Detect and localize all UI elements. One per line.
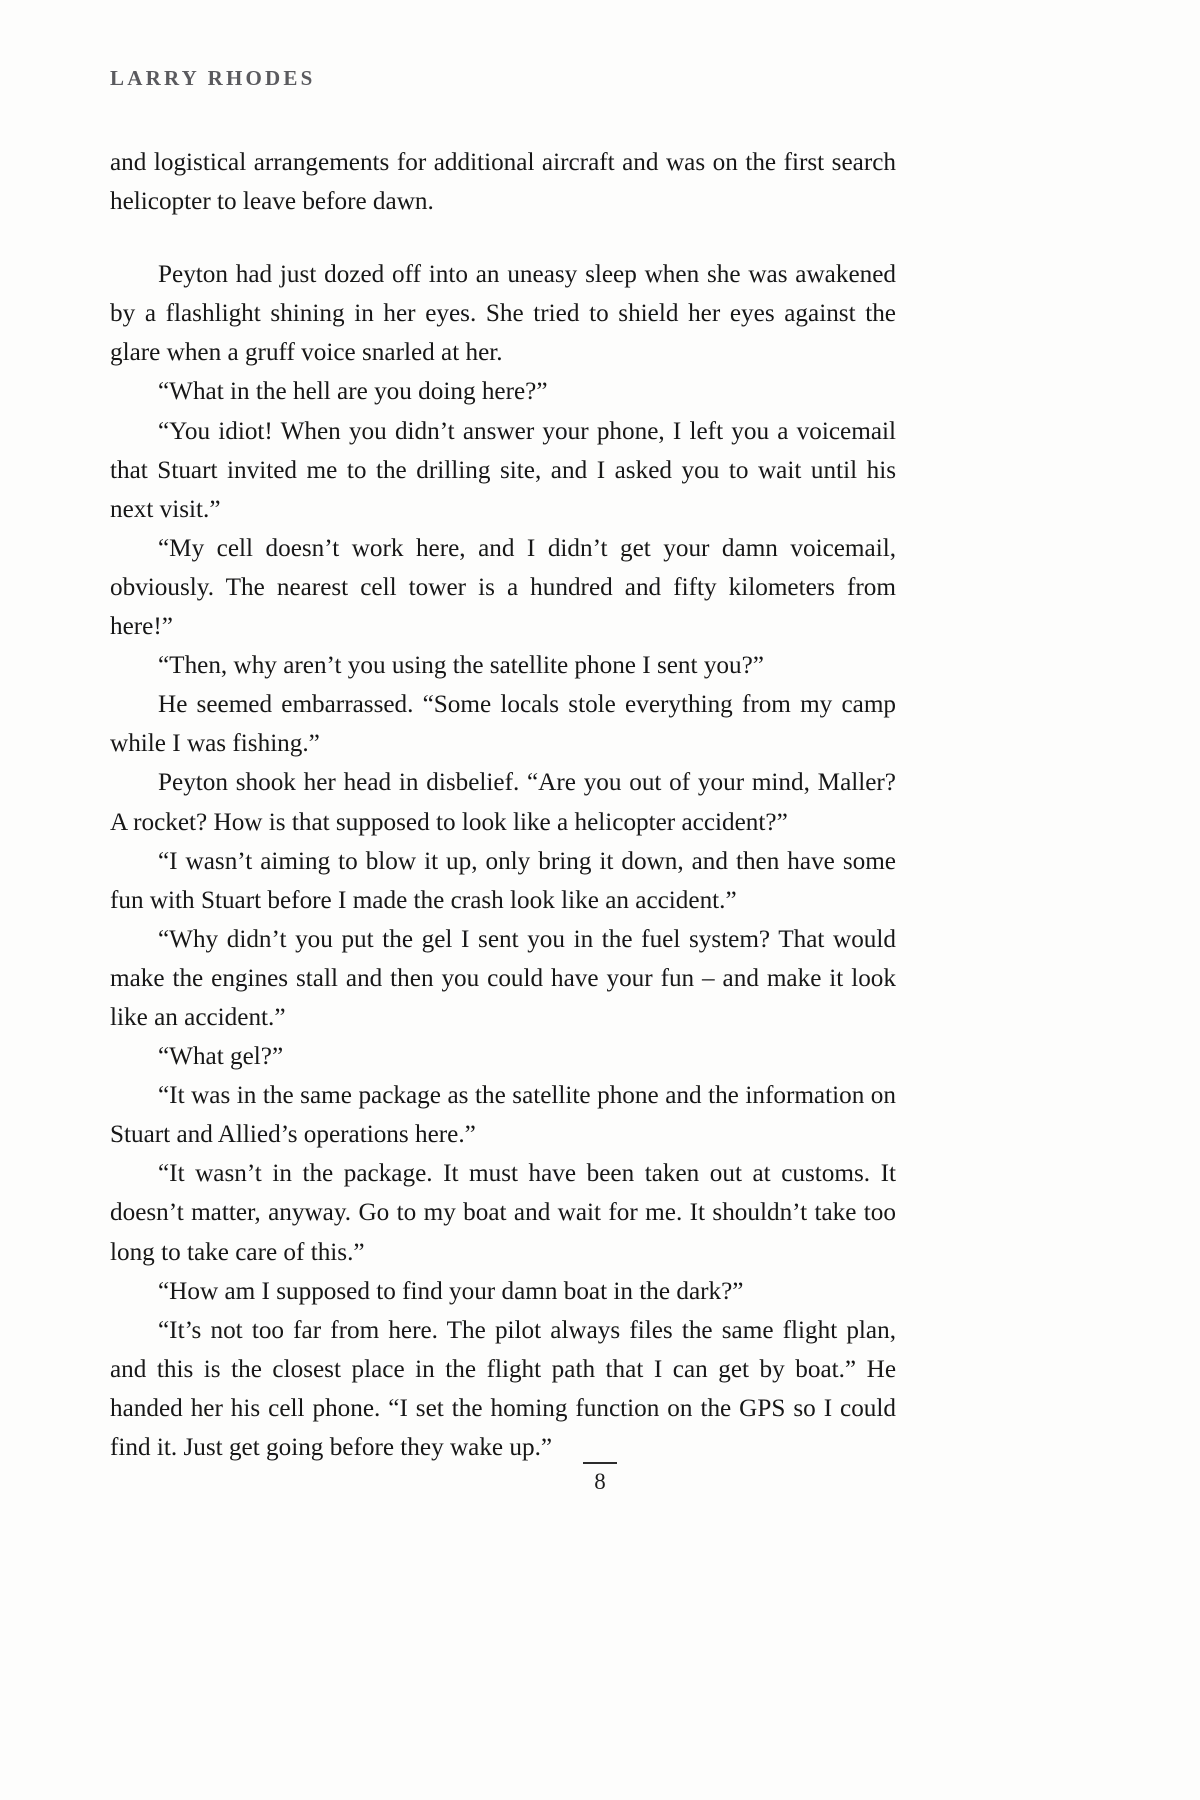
running-head-author: LARRY RHODES	[110, 66, 316, 90]
paragraph: “My cell doesn’t work here, and I didn’t get your damn voicemail, obviously. The nearest cell tower is a hundred and fifty kilometers from here!”	[110, 534, 896, 641]
paragraph: “It was in the same package as the satellite phone and the information on Stuart and Allied’s operations here.”	[110, 1082, 896, 1149]
paragraph: Peyton had just dozed off into an uneasy sleep when she was awakened by a flashlight shining in her eyes. She tried to shield her eyes against the glare when a gruff voice snarled at her.	[110, 261, 896, 367]
paragraph: “What gel?”	[158, 1043, 284, 1071]
paragraph: “It’s not too far from here. The pilot always files the same flight plan, and this is the closest place in the flight path that I can get by boat.” He handed her his cell phone. “I set the homing function on the GPS so I could find it. Just get going before they wake up.”	[110, 1316, 896, 1461]
page-number: 8	[594, 1469, 606, 1494]
paragraph: “I wasn’t aiming to blow it up, only bring it down, and then have some fun with Stuart before I made the crash look like an accident.”	[110, 847, 896, 914]
paragraph: He seemed embarrassed. “Some locals stole everything from my camp while I was fishing.”	[110, 691, 896, 758]
page-footer	[0, 1462, 1200, 1493]
paragraph: and logistical arrangements for additional aircraft and was on the first search helicopter to leave before dawn.	[110, 149, 896, 216]
paragraph: “Why didn’t you put the gel I sent you in the fuel system? That would make the engines stall and then you could have your fun – and make it look like an accident.”	[110, 925, 896, 1031]
paragraph: “It wasn’t in the package. It must have been taken out at customs. It doesn’t matter, anyway. Go to my boat and wait for me. It shouldn’t take too long to take care of this.”	[110, 1160, 896, 1266]
body-text-block	[110, 143, 896, 1467]
folio-rule	[583, 1462, 617, 1464]
paragraph: “Then, why aren’t you using the satellite phone I sent you?”	[158, 652, 764, 680]
paragraph: “What in the hell are you doing here?”	[158, 378, 548, 406]
paragraph: “You idiot! When you didn’t answer your phone, I left you a voicemail that Stuart invited me to the drilling site, and I asked you to wait until his next visit.”	[110, 417, 896, 523]
paragraph-spacer	[110, 221, 896, 255]
paragraph: Peyton shook her head in disbelief. “Are you out of your mind, Maller? A rocket? How is that supposed to look like a helicopter accident?”	[110, 769, 896, 836]
paragraph: “How am I supposed to find your damn boat in the dark?”	[158, 1277, 744, 1305]
